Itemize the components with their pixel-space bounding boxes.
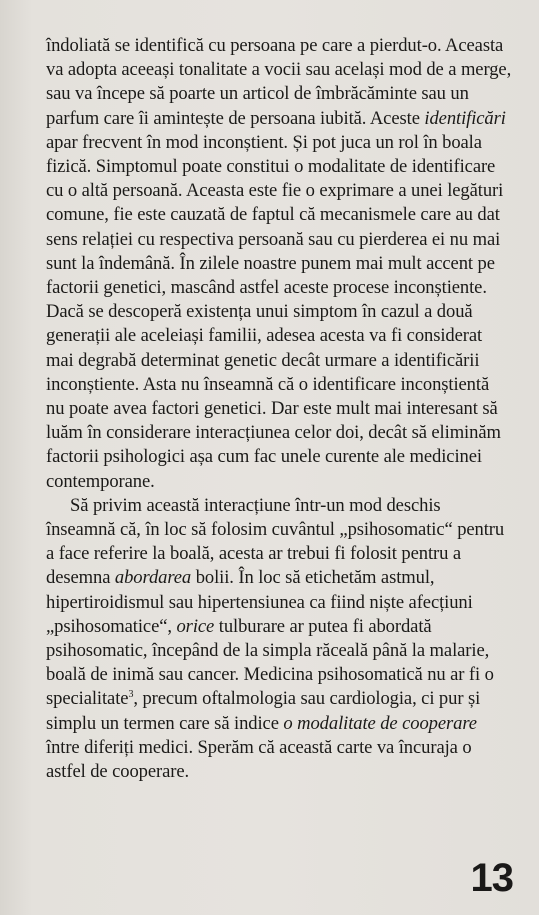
text-run: îndoliată se identifică cu persoana pe care a pierdut-o. Aceasta va adopta aceeași tonalitate a vocii sau același mod de a merge, sau va începe să poarte un articol de îmbrăcăminte sau un parfum care îi amintește de persoana iubită. Aceste <box>46 35 512 129</box>
text-run: între diferiți medici. Sperăm că această carte va încuraja o astfel de cooperare. <box>46 736 472 783</box>
footnote-marker: 3 <box>128 689 134 701</box>
text-run: Să privim această interacțiune într-un mod deschis înseamnă că, în loc să folosim cuvântul „psihosomatic“ pentru a face referire la boală, acesta ar trebui fi folosit pentru a desemna <box>46 494 505 589</box>
body-text <box>46 34 512 784</box>
italic-text: o modalitate de cooperare <box>283 712 477 734</box>
italic-text: orice <box>176 615 215 637</box>
text-run: , precum oftalmologia sau cardiologia, ci pur și simplu un termen care să indice <box>46 688 481 734</box>
text-run: apar frecvent în mod inconștient. Și pot juca un rol în boala fizică. Simptomul poate constitui o modalitate de identificare cu o altă persoană. Aceasta este fie o exprimare a unei legături comune, fie este cauzată de faptul că mecanismele care au dat sens relației cu respectiva persoană sau cu pierderea ei nu mai sunt la îndemână. În zilele noastre punem mai mult accent pe factorii genetici, mascând astfel aceste procese inconștiente. Dacă se descoperă existența unui simptom în cazul a două generații ale aceleiași familii, adesea acesta va fi considerat mai degrabă determinat genetic decât urmare a identificării inconștiente. Asta nu înseamnă că o identificare inconștientă nu poate avea factori genetici. Dar este mult mai interesant să luăm în considerare interacțiunea celor doi, decât să eliminăm factorii psihologici așa cum fac unele curente ale medicinei contemporane. <box>46 131 504 492</box>
text-run: tulburare ar putea fi abordată psihosomatic, începând de la simpla răceală până la malarie, boală de inimă sau cancer. Medicina psihosomatică nu ar fi o specialitate <box>46 615 494 710</box>
text-run: bolii. În loc să etichetăm astmul, hipertiroidismul sau hipertensiunea ca fiind niște afecțiuni „psihosomatice“, <box>46 567 473 637</box>
italic-text: abordarea <box>114 567 192 589</box>
paragraph-2 <box>46 494 512 784</box>
page-number: 13 <box>470 856 513 900</box>
paragraph-1 <box>46 34 512 494</box>
italic-text: identificări <box>424 107 506 129</box>
